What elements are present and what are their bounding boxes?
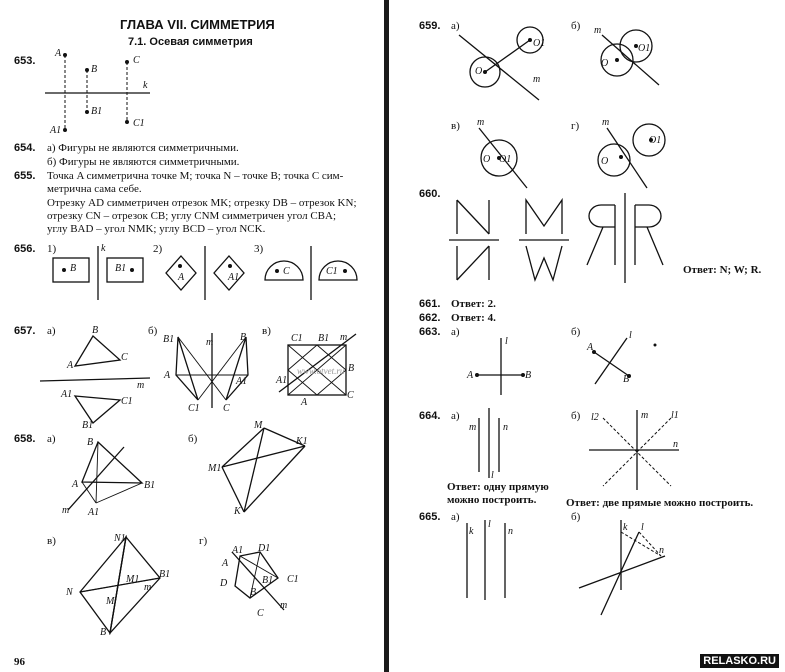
svg-text:n: n [673, 439, 678, 450]
svg-text:D1: D1 [258, 543, 271, 554]
problem-664-part-a: а) [451, 410, 460, 422]
svg-text:A1: A1 [61, 389, 73, 400]
label-A: A [55, 48, 62, 59]
problem-659-part-b: б) [571, 20, 581, 32]
svg-text:B1: B1 [144, 480, 156, 491]
problem-664-number: 664. [419, 410, 441, 422]
problem-657-part-a: а) [47, 325, 56, 337]
svg-text:m: m [602, 117, 610, 128]
page-number: 96 [14, 656, 25, 668]
svg-text:B1: B1 [82, 420, 94, 431]
svg-text:O: O [483, 154, 491, 165]
problem-656-part-2: 2) [153, 243, 163, 255]
problem-658-number: 658. [14, 433, 36, 445]
problem-659-part-c: в) [451, 120, 460, 132]
svg-text:n: n [503, 422, 508, 433]
problem-665-part-a: а) [451, 511, 460, 523]
svg-text:l: l [629, 330, 632, 341]
svg-text:O1: O1 [649, 135, 662, 146]
problem-664-part-b: б) [571, 410, 581, 422]
label-A1: A1 [50, 125, 62, 136]
problem-655-number: 655. [14, 170, 36, 182]
svg-text:m: m [641, 410, 649, 421]
problem-656-part-1: 1) [47, 243, 57, 255]
problem-659-number: 659. [419, 20, 441, 32]
svg-text:N1: N1 [114, 533, 126, 544]
problem-655-line-4: отрезку CN – отрезок CB; углу CNM симметричен угол CBA; [47, 210, 337, 222]
svg-text:A1: A1 [236, 376, 248, 387]
svg-text:B: B [240, 332, 247, 343]
label-k-656: k [101, 243, 106, 254]
right-page [389, 0, 785, 672]
svg-text:K: K [234, 506, 241, 517]
problem-664-answer-b: Ответ: две прямые можно построить. [566, 497, 754, 509]
svg-text:m: m [144, 582, 152, 593]
problem-658-part-d: г) [199, 535, 208, 547]
svg-text:A: A [67, 360, 74, 371]
problem-655-line-1: Точка A симметрична точке M; точка N – точке B; точка C сим- [47, 170, 344, 182]
svg-text:l: l [505, 336, 508, 347]
svg-text:C: C [121, 352, 128, 363]
svg-text:O: O [601, 156, 609, 167]
svg-text:M1: M1 [208, 463, 222, 474]
svg-text:A: A [301, 397, 308, 408]
svg-text:B: B [250, 587, 257, 598]
problem-660-number: 660. [419, 188, 441, 200]
problem-655-line-2: метрична сама себе. [47, 183, 142, 195]
svg-text:O: O [475, 66, 483, 77]
label-B1: B1 [91, 106, 103, 117]
problem-658-part-a: а) [47, 433, 56, 445]
svg-text:A1: A1 [276, 375, 288, 386]
problem-665-number: 665. [419, 511, 441, 523]
svg-text:M1: M1 [126, 574, 140, 585]
svg-text:l: l [641, 522, 644, 533]
svg-text:A: A [164, 370, 171, 381]
svg-text:m: m [594, 25, 602, 36]
svg-text:A1: A1 [88, 507, 100, 518]
problem-659-part-d: г) [571, 120, 580, 132]
svg-text:m: m [137, 380, 145, 391]
problem-660-answer: Ответ: N; W; R. [683, 264, 762, 276]
problem-663-part-b: б) [571, 326, 581, 338]
label-A-656: A [178, 272, 185, 283]
svg-text:C: C [223, 403, 230, 414]
problem-656-number: 656. [14, 243, 36, 255]
svg-text:O1: O1 [499, 154, 512, 165]
label-k: k [143, 80, 148, 91]
problem-665-part-b: б) [571, 511, 581, 523]
label-B-656: B [70, 263, 77, 274]
svg-text:l2: l2 [591, 412, 599, 423]
svg-text:A: A [587, 342, 594, 353]
problem-656-part-3: 3) [254, 243, 264, 255]
label-A1-656: A1 [228, 272, 240, 283]
problem-662-number: 662. [419, 312, 441, 324]
svg-text:B: B [92, 325, 99, 336]
svg-text:O: O [601, 58, 609, 69]
label-C-656: C [283, 266, 290, 277]
svg-text:C1: C1 [291, 333, 303, 344]
label-B1-656: B1 [115, 263, 127, 274]
problem-664-answer-a-line-2: можно построить. [447, 494, 537, 506]
svg-text:K1: K1 [296, 436, 308, 447]
svg-text:C1: C1 [287, 574, 299, 585]
svg-text:M: M [254, 420, 263, 431]
problem-664-answer-a-line-1: Ответ: одну прямую [447, 481, 549, 493]
svg-text:B: B [87, 437, 94, 448]
svg-text:M: M [106, 596, 115, 607]
svg-text:n: n [508, 526, 513, 537]
problem-654-a: а) Фигуры не являются симметричными. [47, 142, 239, 154]
svg-text:B1: B1 [262, 575, 274, 586]
left-page [0, 0, 384, 672]
svg-text:m: m [469, 422, 477, 433]
svg-text:m: m [533, 74, 541, 85]
svg-text:n: n [659, 545, 664, 556]
svg-text:A1: A1 [232, 545, 244, 556]
label-C1-656: C1 [326, 266, 338, 277]
problem-661-answer: Ответ: 2. [451, 298, 496, 310]
problem-657-part-b: б) [148, 325, 158, 337]
problem-657-part-c: в) [262, 325, 271, 337]
source-watermark: www.otvet.ru [297, 366, 345, 376]
svg-text:l1: l1 [671, 410, 679, 421]
svg-text:B1: B1 [163, 334, 175, 345]
svg-text:l: l [488, 519, 491, 530]
problem-657-number: 657. [14, 325, 36, 337]
problem-653-number: 653. [14, 55, 36, 67]
svg-text:B: B [348, 363, 355, 374]
label-C: C [133, 55, 140, 66]
problem-659-part-a: а) [451, 20, 460, 32]
svg-text:m: m [62, 505, 70, 516]
problem-654-number: 654. [14, 142, 36, 154]
problem-661-number: 661. [419, 298, 441, 310]
svg-text:A: A [222, 558, 229, 569]
svg-text:A: A [72, 479, 79, 490]
svg-text:C1: C1 [121, 396, 133, 407]
problem-663-number: 663. [419, 326, 441, 338]
label-C1: C1 [133, 118, 145, 129]
problem-662-answer: Ответ: 4. [451, 312, 496, 324]
svg-text:B: B [623, 374, 630, 385]
svg-text:C: C [257, 608, 264, 619]
problem-658-part-b: б) [188, 433, 198, 445]
svg-text:C1: C1 [188, 403, 200, 414]
problem-654-b: б) Фигуры не являются симметричными. [47, 156, 240, 168]
label-B: B [91, 64, 98, 75]
svg-text:k: k [469, 526, 474, 537]
svg-text:O1: O1 [533, 38, 546, 49]
svg-text:A: A [467, 370, 474, 381]
svg-text:B1: B1 [318, 333, 330, 344]
figure-665 [389, 0, 785, 672]
svg-text:m: m [280, 600, 288, 611]
chapter-title: ГЛАВА VII. СИММЕТРИЯ [120, 17, 275, 32]
svg-text:B1: B1 [159, 569, 171, 580]
svg-text:k: k [623, 522, 628, 533]
problem-655-line-3: Отрезку AD симметричен отрезок MK; отрезку DB – отрезок KN; [47, 197, 357, 209]
figure-658 [0, 0, 384, 672]
problem-655-line-5: углу BAD – угол NMK; углу BCD – угол NCK. [47, 223, 266, 235]
problem-658-part-c: в) [47, 535, 56, 547]
svg-text:l: l [491, 470, 494, 481]
site-watermark: RELASKO.RU [700, 654, 779, 668]
section-title: 7.1. Осевая симметрия [128, 36, 253, 48]
svg-text:m: m [340, 332, 348, 343]
svg-text:m: m [477, 117, 485, 128]
problem-663-part-a: а) [451, 326, 460, 338]
svg-text:D: D [220, 578, 228, 589]
svg-text:C: C [347, 390, 354, 401]
svg-text:B: B [525, 370, 532, 381]
svg-text:m: m [206, 337, 214, 348]
svg-text:B: B [100, 627, 107, 638]
svg-text:N: N [66, 587, 73, 598]
svg-text:O1: O1 [638, 43, 651, 54]
